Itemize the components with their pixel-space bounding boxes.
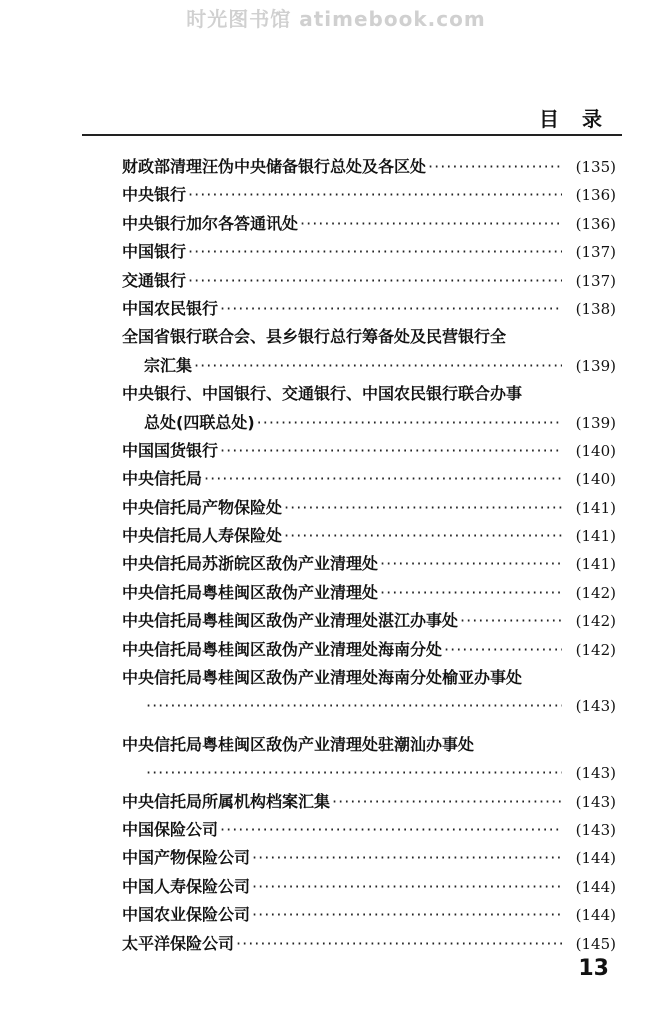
toc-entry-title: 中央信托局产物保险处 bbox=[122, 497, 283, 517]
toc-entry bbox=[122, 759, 616, 787]
leader-dots bbox=[380, 579, 562, 607]
leader-dots bbox=[284, 494, 562, 522]
toc-entry-page: (143) bbox=[575, 792, 616, 811]
toc-entry-title: 中国农业保险公司 bbox=[122, 905, 251, 925]
leader-dots bbox=[146, 759, 562, 787]
toc-entry bbox=[122, 352, 616, 380]
toc-entry-title: 中央信托局粤桂闽区敌伪产业清理处湛江办事处 bbox=[122, 611, 459, 631]
toc-entry bbox=[122, 409, 616, 437]
leader-dots bbox=[236, 930, 562, 958]
toc-entry-page: (135) bbox=[575, 158, 616, 176]
page-number: 13 bbox=[578, 956, 609, 981]
toc-entry bbox=[122, 788, 616, 816]
toc-entry-page: (143) bbox=[575, 697, 616, 716]
leader-dots bbox=[252, 844, 562, 872]
leader-dots bbox=[444, 636, 562, 664]
toc-entry-title-line1: 中央信托局粤桂闽区敌伪产业清理处海南分处榆亚办事处 bbox=[122, 668, 523, 688]
toc-entry-page: (140) bbox=[575, 470, 616, 489]
toc-entry-title: 中央银行 bbox=[122, 185, 187, 205]
toc-entry-page: (137) bbox=[575, 271, 616, 290]
leader-dots bbox=[188, 238, 562, 266]
section-title: 目 录 bbox=[539, 107, 610, 131]
toc-entry-title: 总处(四联总处) bbox=[144, 412, 255, 432]
toc-entry-page: (136) bbox=[575, 214, 616, 233]
leader-dots bbox=[460, 607, 562, 635]
leader-dots bbox=[204, 465, 562, 493]
toc-entry-title: 中央银行加尔各答通讯处 bbox=[122, 213, 299, 233]
toc-entry-title: 中国国货银行 bbox=[122, 440, 219, 460]
leader-dots bbox=[220, 295, 562, 323]
leader-dots bbox=[220, 816, 562, 844]
toc-entry-page: (139) bbox=[575, 413, 616, 432]
toc-entry-title-line1: 中央信托局粤桂闽区敌伪产业清理处驻潮汕办事处 bbox=[122, 734, 475, 754]
toc-entry bbox=[122, 267, 616, 295]
header-divider bbox=[82, 134, 622, 136]
leader-dots bbox=[257, 409, 562, 437]
toc-entry bbox=[122, 692, 616, 720]
toc-entry bbox=[122, 930, 616, 958]
toc-entry-title: 中央信托局人寿保险处 bbox=[122, 526, 283, 546]
toc-entry-page: (142) bbox=[575, 640, 616, 659]
table-of-contents bbox=[122, 153, 616, 958]
toc-entry-title: 中国农民银行 bbox=[122, 298, 219, 318]
toc-entry bbox=[122, 295, 616, 323]
toc-entry bbox=[122, 901, 616, 929]
leader-dots bbox=[220, 437, 562, 465]
toc-entry-page: (140) bbox=[575, 441, 616, 460]
toc-entry bbox=[122, 636, 616, 664]
leader-dots bbox=[332, 788, 562, 816]
spacer bbox=[122, 721, 616, 731]
leader-dots bbox=[284, 522, 562, 550]
toc-entry bbox=[122, 494, 616, 522]
toc-entry bbox=[122, 607, 616, 635]
toc-entry-title: 中央信托局所属机构档案汇集 bbox=[122, 791, 331, 811]
toc-entry bbox=[122, 579, 616, 607]
toc-entry-title: 中国保险公司 bbox=[122, 819, 219, 839]
toc-entry-title: 中央信托局 bbox=[122, 469, 203, 489]
toc-entry-page: (145) bbox=[575, 934, 616, 953]
leader-dots bbox=[188, 181, 562, 209]
toc-entry-page: (141) bbox=[575, 555, 616, 574]
toc-entry bbox=[122, 550, 616, 578]
toc-entry-page: (143) bbox=[575, 764, 616, 783]
toc-entry-title: 中央信托局粤桂闽区敌伪产业清理处 bbox=[122, 582, 379, 602]
toc-entry-page: (139) bbox=[575, 356, 616, 375]
toc-entry-page: (142) bbox=[575, 583, 616, 602]
toc-entry-title: 中央信托局粤桂闽区敌伪产业清理处海南分处 bbox=[122, 639, 443, 659]
toc-entry-title: 太平洋保险公司 bbox=[122, 933, 235, 953]
toc-entry-page: (137) bbox=[575, 243, 616, 262]
leader-dots bbox=[300, 210, 562, 238]
toc-entry-title-line1: 全国省银行联合会、县乡银行总行筹备处及民营银行全 bbox=[122, 327, 507, 347]
toc-entry-page: (144) bbox=[575, 877, 616, 896]
leader-dots bbox=[188, 267, 562, 295]
toc-entry-page: (143) bbox=[575, 820, 616, 839]
leader-dots bbox=[146, 692, 562, 720]
toc-entry bbox=[122, 238, 616, 266]
toc-entry bbox=[122, 816, 616, 844]
toc-entry bbox=[122, 437, 616, 465]
toc-entry-title: 宗汇集 bbox=[144, 355, 193, 375]
toc-entry bbox=[122, 181, 616, 209]
watermark: 时光图书馆 atimebook.com bbox=[186, 7, 486, 31]
toc-entry-page: (141) bbox=[575, 527, 616, 546]
toc-entry-title: 中国产物保险公司 bbox=[122, 848, 251, 868]
leader-dots bbox=[252, 901, 562, 929]
toc-entry bbox=[122, 873, 616, 901]
leader-dots bbox=[194, 352, 562, 380]
toc-entry bbox=[122, 465, 616, 493]
toc-entry-title: 中国银行 bbox=[122, 242, 187, 262]
toc-entry-page: (144) bbox=[575, 906, 616, 925]
toc-entry-page: (141) bbox=[575, 498, 616, 517]
toc-entry-page: (136) bbox=[575, 186, 616, 205]
toc-entry-title: 中国人寿保险公司 bbox=[122, 876, 251, 896]
leader-dots bbox=[380, 550, 562, 578]
toc-entry-title: 交通银行 bbox=[122, 270, 187, 290]
toc-entry bbox=[122, 210, 616, 238]
leader-dots bbox=[252, 873, 562, 901]
toc-entry-title: 中央信托局苏浙皖区敌伪产业清理处 bbox=[122, 554, 379, 574]
toc-entry-page: (144) bbox=[575, 849, 616, 868]
toc-entry bbox=[122, 153, 616, 181]
toc-entry bbox=[122, 522, 616, 550]
toc-entry-page: (142) bbox=[575, 612, 616, 631]
leader-dots bbox=[428, 153, 562, 181]
toc-entry-title: 财政部清理汪伪中央储备银行总处及各区处 bbox=[122, 157, 427, 176]
toc-entry-page: (138) bbox=[575, 299, 616, 318]
toc-entry-title-line1: 中央银行、中国银行、交通银行、中国农民银行联合办事 bbox=[122, 384, 523, 404]
toc-entry bbox=[122, 844, 616, 872]
